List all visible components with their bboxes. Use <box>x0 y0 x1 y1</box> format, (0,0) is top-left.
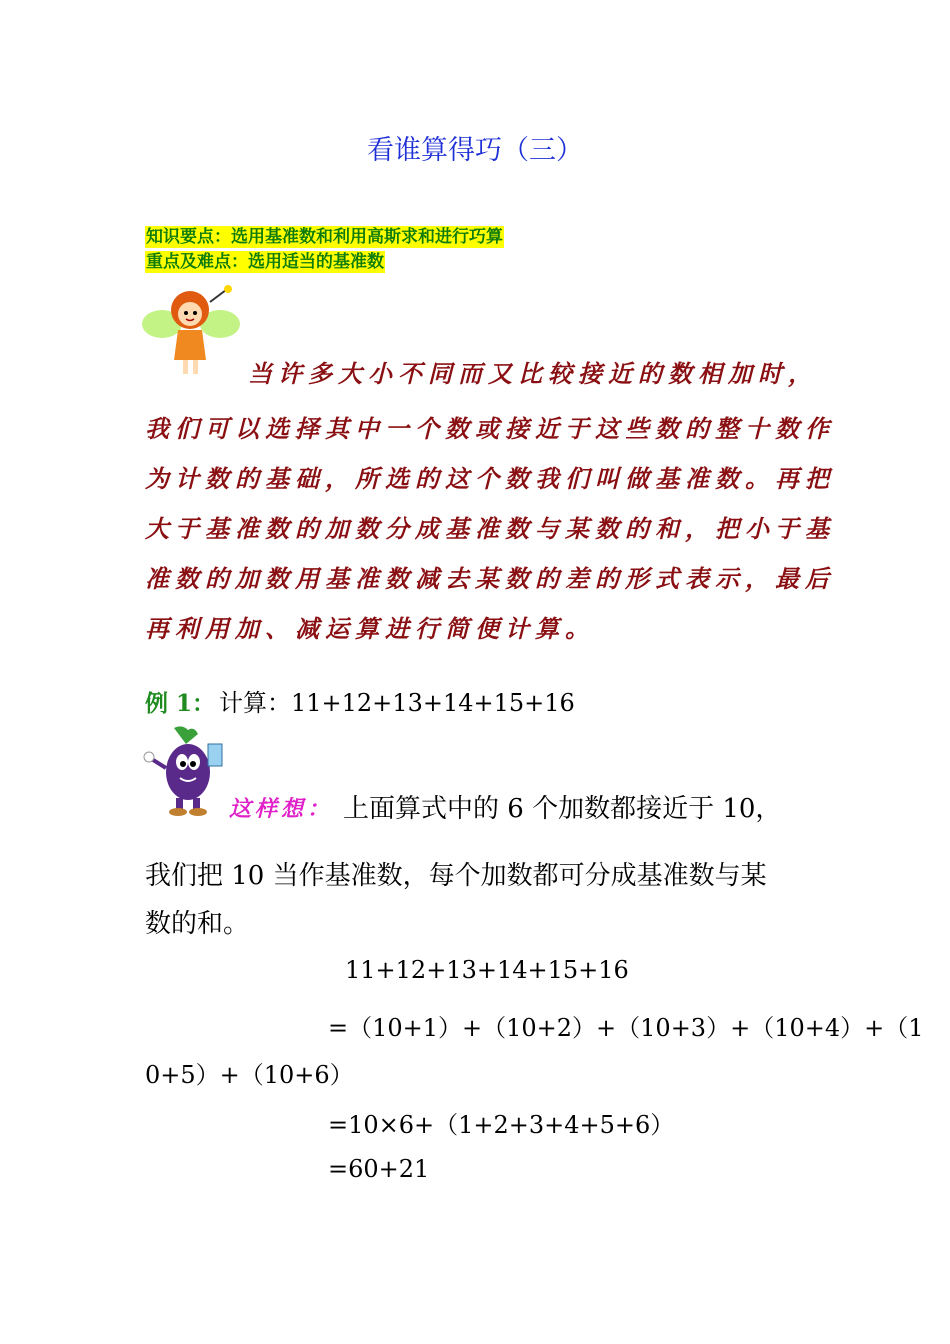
key-points-highlight: 重点及难点：选用适当的基准数 <box>146 252 384 272</box>
intro-line-1: 当许多大小不同而又比较接近的数相加时， <box>248 359 818 388</box>
body-line-1: 我们把 10 当作基准数，每个加数都可分成基准数与某 <box>145 861 767 891</box>
fairy-cartoon-icon <box>140 282 245 382</box>
math-line-1: 11+12+13+14+15+16 <box>345 956 629 984</box>
example-text: 计算：11+12+13+14+15+16 <box>219 689 575 717</box>
think-label: 这样想： <box>229 796 334 822</box>
math-line-2: =（10+1）+（10+2）+（10+3）+（10+4）+（1 <box>328 1014 924 1042</box>
think-text: 上面算式中的 6 个加数都接近于 10， <box>343 794 782 824</box>
body-line-2: 数的和。 <box>145 909 250 939</box>
intro-line-6: 再利用加、减运算进行简便计算。 <box>145 614 595 643</box>
page-title: 看谁算得巧（三） <box>367 135 583 166</box>
knowledge-points-highlight: 知识要点：选用基准数和利用高斯求和进行巧算 <box>146 227 503 247</box>
math-line-4: =10×6+（1+2+3+4+5+6） <box>328 1111 675 1139</box>
intro-line-3: 为计数的基础，所选的这个数我们叫做基准数。再把 <box>145 464 835 493</box>
math-line-5: =60+21 <box>328 1155 430 1183</box>
intro-line-2: 我们可以选择其中一个数或接近于这些数的整十数作 <box>145 414 835 443</box>
eggplant-cartoon-icon <box>142 724 234 816</box>
intro-line-4: 大于基准数的加数分成基准数与某数的和，把小于基 <box>145 514 835 543</box>
example-label: 例 1： <box>145 690 216 717</box>
intro-line-5: 准数的加数用基准数减去某数的差的形式表示，最后 <box>145 564 835 593</box>
math-line-3: 0+5）+（10+6） <box>145 1061 354 1089</box>
